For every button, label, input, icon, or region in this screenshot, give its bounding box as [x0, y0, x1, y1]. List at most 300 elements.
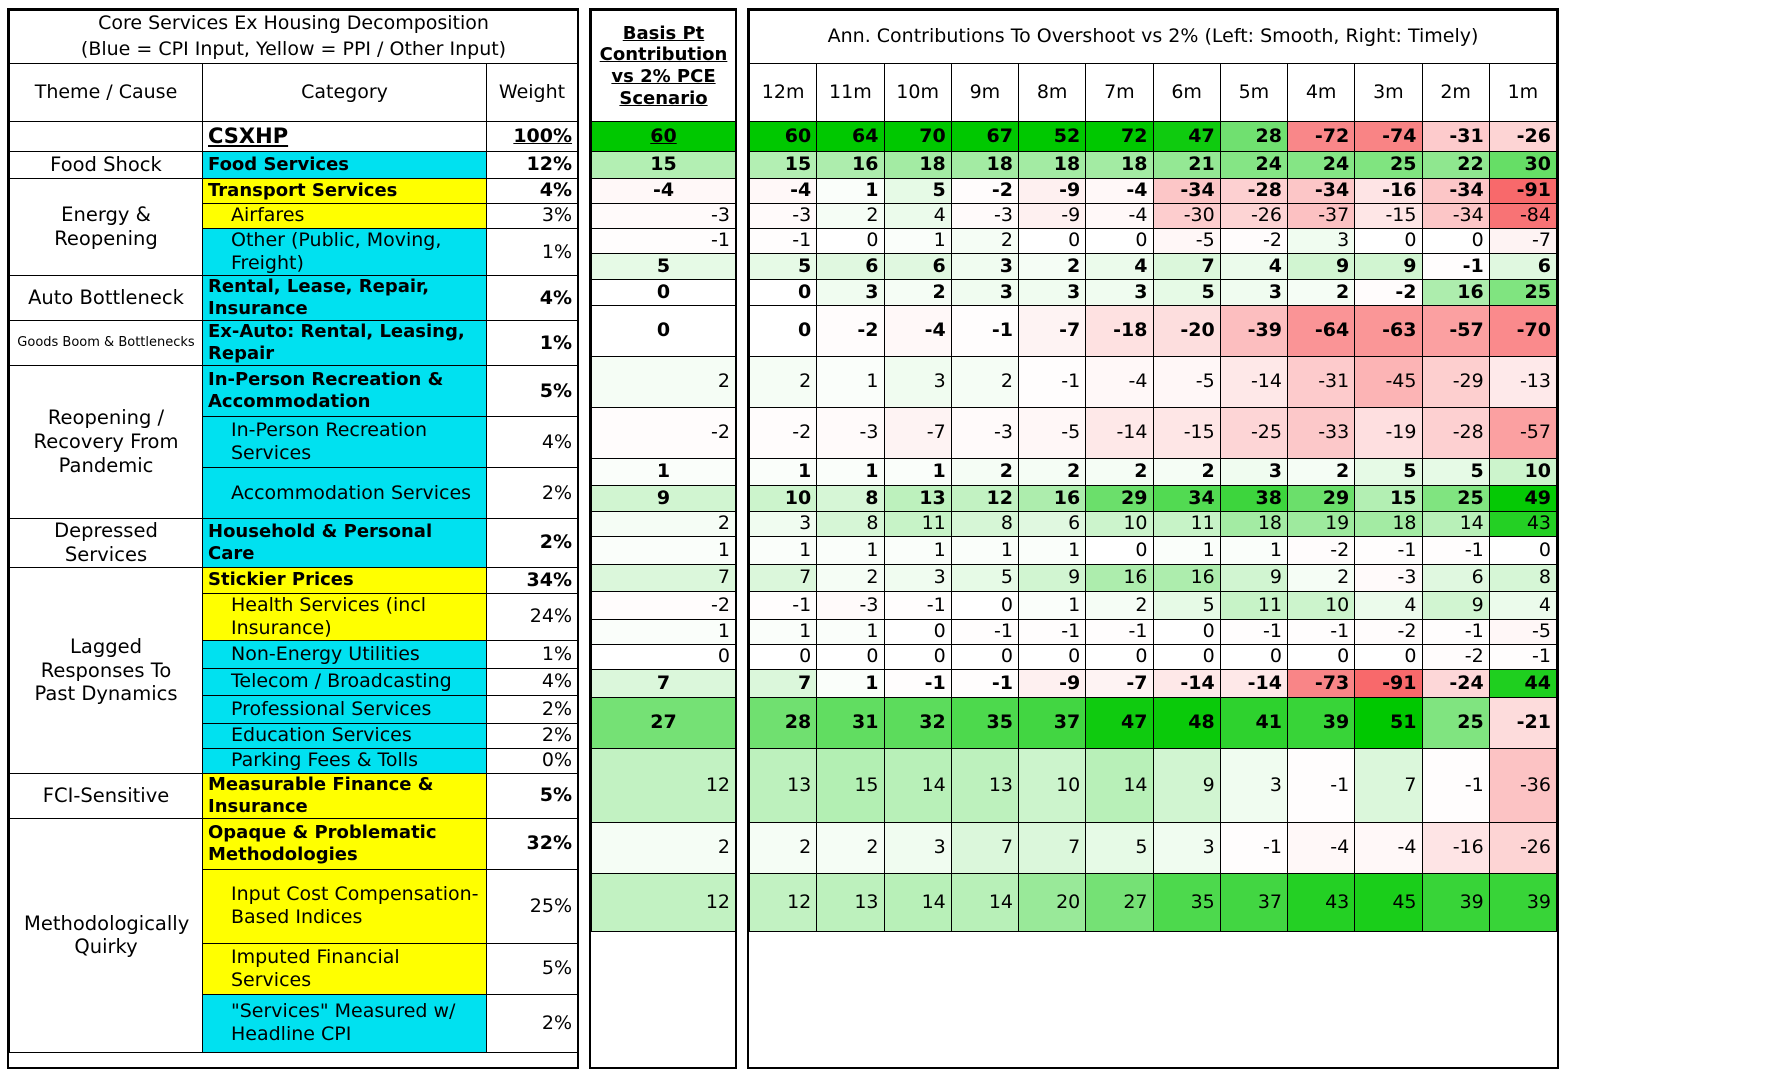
category-cell: In-Person Recreation Services: [203, 417, 487, 468]
period-header: 8m: [1019, 64, 1086, 122]
contribution-cell: -31: [1288, 357, 1355, 408]
contribution-cell: -2: [750, 408, 817, 459]
contribution-cell: 6: [1019, 512, 1086, 537]
contribution-cell: 0: [750, 280, 817, 306]
contribution-cell: -4: [1086, 357, 1153, 408]
contribution-cell: -14: [1086, 408, 1153, 459]
contribution-cell: -26: [1220, 204, 1287, 229]
table-row: [592, 537, 736, 565]
contribution-cell: -57: [1422, 306, 1489, 357]
contribution-cell: -7: [1086, 670, 1153, 698]
contribution-cell: -2: [951, 179, 1018, 204]
weight-cell: 0%: [487, 749, 578, 774]
weight-cell: 2%: [487, 994, 578, 1052]
contribution-cell: 2: [884, 280, 951, 306]
contribution-cell: 43: [1489, 512, 1556, 537]
weight-cell: 1%: [487, 321, 578, 366]
contribution-cell: -5: [1489, 620, 1556, 645]
contribution-cell: 8: [1489, 565, 1556, 592]
contribution-cell: -5: [1153, 229, 1220, 254]
contribution-cell: -64: [1288, 306, 1355, 357]
contribution-cell: -63: [1355, 306, 1422, 357]
contribution-cell: 2: [1086, 592, 1153, 620]
contribution-cell: 31: [817, 698, 884, 749]
bp-cell: 2: [592, 512, 736, 537]
contribution-cell: 22: [1422, 152, 1489, 179]
period-header: 9m: [951, 64, 1018, 122]
weight-cell: 12%: [487, 152, 578, 179]
contribution-cell: 0: [1489, 537, 1556, 565]
contribution-cell: 45: [1355, 874, 1422, 932]
contribution-cell: 8: [817, 486, 884, 512]
contribution-cell: 18: [1220, 512, 1287, 537]
contribution-cell: -3: [817, 592, 884, 620]
contribution-cell: 7: [951, 823, 1018, 874]
contribution-cell: 7: [1019, 823, 1086, 874]
contribution-cell: -1: [884, 670, 951, 698]
bp-cell: 7: [592, 670, 736, 698]
contribution-cell: 5: [1086, 823, 1153, 874]
table-row: [592, 204, 736, 229]
contribution-cell: 67: [951, 122, 1018, 152]
contribution-cell: -70: [1489, 306, 1556, 357]
contribution-cell: -1: [1288, 749, 1355, 823]
contribution-cell: 16: [1019, 486, 1086, 512]
table-row: [592, 254, 736, 280]
category-cell: Measurable Finance & Insurance: [203, 774, 487, 819]
table-row: [10, 122, 578, 152]
contribution-cell: -1: [951, 670, 1018, 698]
category-cell: Imputed Financial Services: [203, 943, 487, 994]
contribution-cell: 14: [951, 874, 1018, 932]
theme-cell: Lagged Responses To Past Dynamics: [10, 567, 203, 773]
contribution-cell: 14: [884, 874, 951, 932]
contribution-cell: -29: [1422, 357, 1489, 408]
contribution-cell: 10: [1086, 512, 1153, 537]
contribution-cell: 2: [1019, 459, 1086, 486]
contribution-cell: -3: [1355, 565, 1422, 592]
bp-contribution-panel: [589, 8, 737, 1069]
contribution-cell: -91: [1489, 179, 1556, 204]
contribution-cell: 32: [884, 698, 951, 749]
contribution-cell: 1: [951, 537, 1018, 565]
contribution-cell: 39: [1288, 698, 1355, 749]
period-header: 4m: [1288, 64, 1355, 122]
overshoot-table: [749, 10, 1557, 932]
decomposition-panel: [7, 8, 579, 1069]
contribution-cell: 3: [951, 254, 1018, 280]
contribution-cell: -34: [1422, 204, 1489, 229]
table-row: [10, 276, 578, 321]
contribution-cell: -1: [951, 620, 1018, 645]
contribution-cell: 0: [1355, 645, 1422, 670]
contribution-cell: -16: [1355, 179, 1422, 204]
contribution-cell: -2: [1288, 537, 1355, 565]
contribution-cell: 38: [1220, 486, 1287, 512]
contribution-cell: 15: [750, 152, 817, 179]
contribution-cell: -13: [1489, 357, 1556, 408]
contribution-cell: 2: [1086, 459, 1153, 486]
contribution-cell: 0: [951, 645, 1018, 670]
contribution-cell: -1: [1288, 620, 1355, 645]
contribution-cell: 2: [817, 823, 884, 874]
contribution-cell: 0: [1086, 229, 1153, 254]
bp-cell: 1: [592, 459, 736, 486]
contribution-cell: 30: [1489, 152, 1556, 179]
contribution-cell: 44: [1489, 670, 1556, 698]
bp-cell: 0: [592, 645, 736, 670]
contribution-cell: -84: [1489, 204, 1556, 229]
table-row: [10, 774, 578, 819]
bp-header-line-4: Scenario: [619, 87, 708, 109]
table-row: [750, 565, 1557, 592]
contribution-cell: 0: [1019, 645, 1086, 670]
bp-cell: -2: [592, 408, 736, 459]
table-row: [10, 366, 578, 417]
table-row: [750, 357, 1557, 408]
weight-cell: 2%: [487, 468, 578, 519]
theme-cell: FCI-Sensitive: [10, 774, 203, 819]
table-row: [10, 567, 578, 593]
contribution-cell: 0: [750, 306, 817, 357]
theme-cell: Goods Boom & Bottlenecks: [10, 321, 203, 366]
contribution-cell: 64: [817, 122, 884, 152]
category-cell: Non-Energy Utilities: [203, 641, 487, 669]
contribution-cell: 1: [1019, 537, 1086, 565]
table-row: [592, 152, 736, 179]
weight-header: Weight: [487, 64, 578, 122]
period-header: 6m: [1153, 64, 1220, 122]
contribution-cell: -18: [1086, 306, 1153, 357]
contribution-cell: -1: [1220, 823, 1287, 874]
contribution-cell: 0: [1086, 537, 1153, 565]
table-row: [592, 620, 736, 645]
contribution-cell: 0: [1422, 229, 1489, 254]
table-row: [592, 122, 736, 152]
category-cell: Rental, Lease, Repair, Insurance: [203, 276, 487, 321]
contribution-cell: 39: [1422, 874, 1489, 932]
contribution-cell: -1: [1422, 537, 1489, 565]
category-cell: Opaque & Problematic Methodologies: [203, 818, 487, 869]
contribution-cell: 2: [951, 357, 1018, 408]
weight-cell: 1%: [487, 229, 578, 276]
contribution-cell: 13: [951, 749, 1018, 823]
category-cell: In-Person Recreation & Accommodation: [203, 366, 487, 417]
theme-cell: [10, 122, 203, 152]
contribution-cell: -20: [1153, 306, 1220, 357]
contribution-cell: 0: [1220, 645, 1287, 670]
contribution-cell: -15: [1355, 204, 1422, 229]
contribution-cell: 20: [1019, 874, 1086, 932]
contribution-cell: 28: [1220, 122, 1287, 152]
category-cell: Accommodation Services: [203, 468, 487, 519]
contribution-cell: -2: [1220, 229, 1287, 254]
contribution-cell: 9: [1422, 592, 1489, 620]
contribution-cell: -3: [951, 408, 1018, 459]
contribution-cell: -39: [1220, 306, 1287, 357]
category-cell: Other (Public, Moving, Freight): [203, 229, 487, 276]
category-cell: Household & Personal Care: [203, 519, 487, 568]
contribution-cell: 0: [1153, 645, 1220, 670]
contribution-cell: -34: [1422, 179, 1489, 204]
contribution-cell: -1: [1019, 357, 1086, 408]
contribution-cell: -3: [817, 408, 884, 459]
contribution-cell: -4: [1355, 823, 1422, 874]
contribution-cell: 1: [1019, 592, 1086, 620]
category-cell: Telecom / Broadcasting: [203, 669, 487, 696]
contribution-cell: 12: [951, 486, 1018, 512]
contribution-cell: -9: [1019, 204, 1086, 229]
contribution-cell: 1: [750, 620, 817, 645]
contribution-cell: 10: [1288, 592, 1355, 620]
contribution-cell: 18: [884, 152, 951, 179]
bp-header-line-3: vs 2% PCE: [611, 66, 716, 87]
contribution-cell: 35: [951, 698, 1018, 749]
contribution-cell: 37: [1220, 874, 1287, 932]
contribution-cell: 10: [1489, 459, 1556, 486]
contribution-cell: 6: [817, 254, 884, 280]
contribution-cell: -16: [1422, 823, 1489, 874]
table-row: [592, 280, 736, 306]
contribution-cell: 2: [1288, 459, 1355, 486]
overshoot-title: Ann. Contributions To Overshoot vs 2% (Left: Smooth, Right: Timely): [750, 11, 1557, 64]
contribution-cell: -34: [1153, 179, 1220, 204]
table-row: [750, 408, 1557, 459]
contribution-cell: 3: [884, 823, 951, 874]
contribution-cell: 1: [817, 459, 884, 486]
bp-cell: 27: [592, 698, 736, 749]
contribution-cell: -74: [1355, 122, 1422, 152]
contribution-cell: -4: [1288, 823, 1355, 874]
bp-cell: 1: [592, 537, 736, 565]
contribution-cell: -28: [1220, 179, 1287, 204]
contribution-cell: -36: [1489, 749, 1556, 823]
contribution-cell: 4: [1355, 592, 1422, 620]
table-row: [592, 357, 736, 408]
contribution-cell: 2: [951, 459, 1018, 486]
contribution-cell: 18: [951, 152, 1018, 179]
contribution-cell: 1: [817, 179, 884, 204]
contribution-cell: -2: [1355, 620, 1422, 645]
contribution-cell: 4: [1489, 592, 1556, 620]
theme-cell: Reopening / Recovery From Pandemic: [10, 366, 203, 519]
contribution-cell: 0: [817, 229, 884, 254]
table-row: [10, 152, 578, 179]
bp-cell: 2: [592, 823, 736, 874]
contribution-cell: 43: [1288, 874, 1355, 932]
contribution-cell: 15: [1355, 486, 1422, 512]
bp-cell: 2: [592, 357, 736, 408]
table-row: [10, 321, 578, 366]
table-row: [10, 818, 578, 869]
category-cell: Transport Services: [203, 179, 487, 204]
table-row: [592, 408, 736, 459]
contribution-cell: 3: [1220, 749, 1287, 823]
table-row: [750, 592, 1557, 620]
contribution-cell: 24: [1220, 152, 1287, 179]
contribution-cell: -4: [1086, 179, 1153, 204]
contribution-cell: -1: [1422, 749, 1489, 823]
weight-cell: 2%: [487, 696, 578, 724]
contribution-cell: 3: [750, 512, 817, 537]
contribution-cell: 6: [1489, 254, 1556, 280]
decomposition-table: [9, 10, 578, 1053]
contribution-cell: 0: [884, 620, 951, 645]
contribution-cell: 16: [817, 152, 884, 179]
contribution-cell: 2: [1288, 565, 1355, 592]
contribution-cell: 9: [1019, 565, 1086, 592]
contribution-cell: 13: [884, 486, 951, 512]
table-row: [592, 179, 736, 204]
contribution-cell: 4: [1086, 254, 1153, 280]
bp-cell: -1: [592, 229, 736, 254]
contribution-cell: 0: [1355, 229, 1422, 254]
contribution-cell: 1: [1220, 537, 1287, 565]
contribution-cell: 3: [1220, 459, 1287, 486]
contribution-cell: 5: [1422, 459, 1489, 486]
bp-cell: 15: [592, 152, 736, 179]
period-header: 3m: [1355, 64, 1422, 122]
table-row: [750, 179, 1557, 204]
contribution-cell: 5: [1355, 459, 1422, 486]
contribution-cell: 2: [750, 357, 817, 408]
category-cell: Parking Fees & Tolls: [203, 749, 487, 774]
contribution-cell: -33: [1288, 408, 1355, 459]
contribution-cell: 0: [1153, 620, 1220, 645]
period-header: 12m: [750, 64, 817, 122]
contribution-cell: 2: [1153, 459, 1220, 486]
theme-cell: Depressed Services: [10, 519, 203, 568]
weight-cell: 25%: [487, 869, 578, 943]
contribution-cell: 18: [1086, 152, 1153, 179]
contribution-cell: 10: [750, 486, 817, 512]
contribution-cell: 72: [1086, 122, 1153, 152]
bp-cell: 0: [592, 306, 736, 357]
contribution-cell: 51: [1355, 698, 1422, 749]
weight-cell: 3%: [487, 204, 578, 229]
contribution-cell: 9: [1153, 749, 1220, 823]
weight-cell: 32%: [487, 818, 578, 869]
weight-cell: 24%: [487, 593, 578, 640]
contribution-cell: 2: [951, 229, 1018, 254]
contribution-cell: 1: [750, 459, 817, 486]
bp-cell: 12: [592, 749, 736, 823]
period-header: 1m: [1489, 64, 1556, 122]
contribution-cell: 1: [884, 459, 951, 486]
table-title: [10, 11, 578, 64]
table-row: [750, 229, 1557, 254]
table-row: [750, 459, 1557, 486]
contribution-cell: 14: [1086, 749, 1153, 823]
contribution-cell: -37: [1288, 204, 1355, 229]
contribution-cell: -25: [1220, 408, 1287, 459]
bp-cell: 0: [592, 280, 736, 306]
table-row: [750, 823, 1557, 874]
contribution-cell: 3: [1019, 280, 1086, 306]
contribution-cell: -57: [1489, 408, 1556, 459]
contribution-cell: 7: [1153, 254, 1220, 280]
category-cell: Education Services: [203, 724, 487, 749]
contribution-cell: 3: [1288, 229, 1355, 254]
contribution-cell: 41: [1220, 698, 1287, 749]
bp-contribution-table: [591, 10, 736, 932]
contribution-cell: -91: [1355, 670, 1422, 698]
contribution-cell: -28: [1422, 408, 1489, 459]
contribution-cell: 2: [817, 565, 884, 592]
contribution-cell: 70: [884, 122, 951, 152]
contribution-cell: 52: [1019, 122, 1086, 152]
period-header: 7m: [1086, 64, 1153, 122]
contribution-cell: 14: [1422, 512, 1489, 537]
table-row: [750, 670, 1557, 698]
weight-cell: 4%: [487, 417, 578, 468]
contribution-cell: -1: [1019, 620, 1086, 645]
theme-header: Theme / Cause: [10, 64, 203, 122]
table-row: [592, 823, 736, 874]
table-row: [10, 519, 578, 568]
bp-cell: 5: [592, 254, 736, 280]
contribution-cell: -1: [1422, 620, 1489, 645]
contribution-cell: -1: [1422, 254, 1489, 280]
bp-cell: -2: [592, 592, 736, 620]
contribution-cell: 7: [750, 670, 817, 698]
contribution-cell: 2: [1019, 254, 1086, 280]
contribution-cell: 9: [1220, 565, 1287, 592]
bp-cell: 60: [592, 122, 736, 152]
contribution-cell: 1: [1153, 537, 1220, 565]
contribution-cell: 4: [1220, 254, 1287, 280]
contribution-cell: 1: [817, 537, 884, 565]
table-row: [592, 486, 736, 512]
contribution-cell: 0: [884, 645, 951, 670]
contribution-cell: 47: [1086, 698, 1153, 749]
bp-cell: 1: [592, 620, 736, 645]
bp-cell: 9: [592, 486, 736, 512]
contribution-cell: 29: [1288, 486, 1355, 512]
contribution-cell: 8: [817, 512, 884, 537]
contribution-cell: 1: [884, 229, 951, 254]
contribution-cell: 11: [1220, 592, 1287, 620]
table-row: [592, 512, 736, 537]
contribution-cell: 25: [1489, 280, 1556, 306]
contribution-cell: 16: [1422, 280, 1489, 306]
contribution-cell: 21: [1153, 152, 1220, 179]
contribution-cell: 35: [1153, 874, 1220, 932]
contribution-cell: -1: [1355, 537, 1422, 565]
theme-cell: Auto Bottleneck: [10, 276, 203, 321]
contribution-cell: -5: [1019, 408, 1086, 459]
contribution-cell: 1: [817, 670, 884, 698]
theme-cell: Food Shock: [10, 152, 203, 179]
contribution-cell: 8: [951, 512, 1018, 537]
contribution-cell: 29: [1086, 486, 1153, 512]
weight-cell: 100%: [487, 122, 578, 152]
contribution-cell: 1: [750, 537, 817, 565]
contribution-cell: -31: [1422, 122, 1489, 152]
contribution-cell: -14: [1220, 670, 1287, 698]
contribution-cell: 3: [884, 565, 951, 592]
contribution-cell: -1: [1489, 645, 1556, 670]
contribution-cell: -73: [1288, 670, 1355, 698]
contribution-cell: -1: [951, 306, 1018, 357]
contribution-cell: 60: [750, 122, 817, 152]
contribution-cell: 48: [1153, 698, 1220, 749]
category-cell: Food Services: [203, 152, 487, 179]
weight-cell: 2%: [487, 724, 578, 749]
contribution-cell: -7: [884, 408, 951, 459]
contribution-cell: -4: [884, 306, 951, 357]
bp-header: [592, 11, 736, 122]
